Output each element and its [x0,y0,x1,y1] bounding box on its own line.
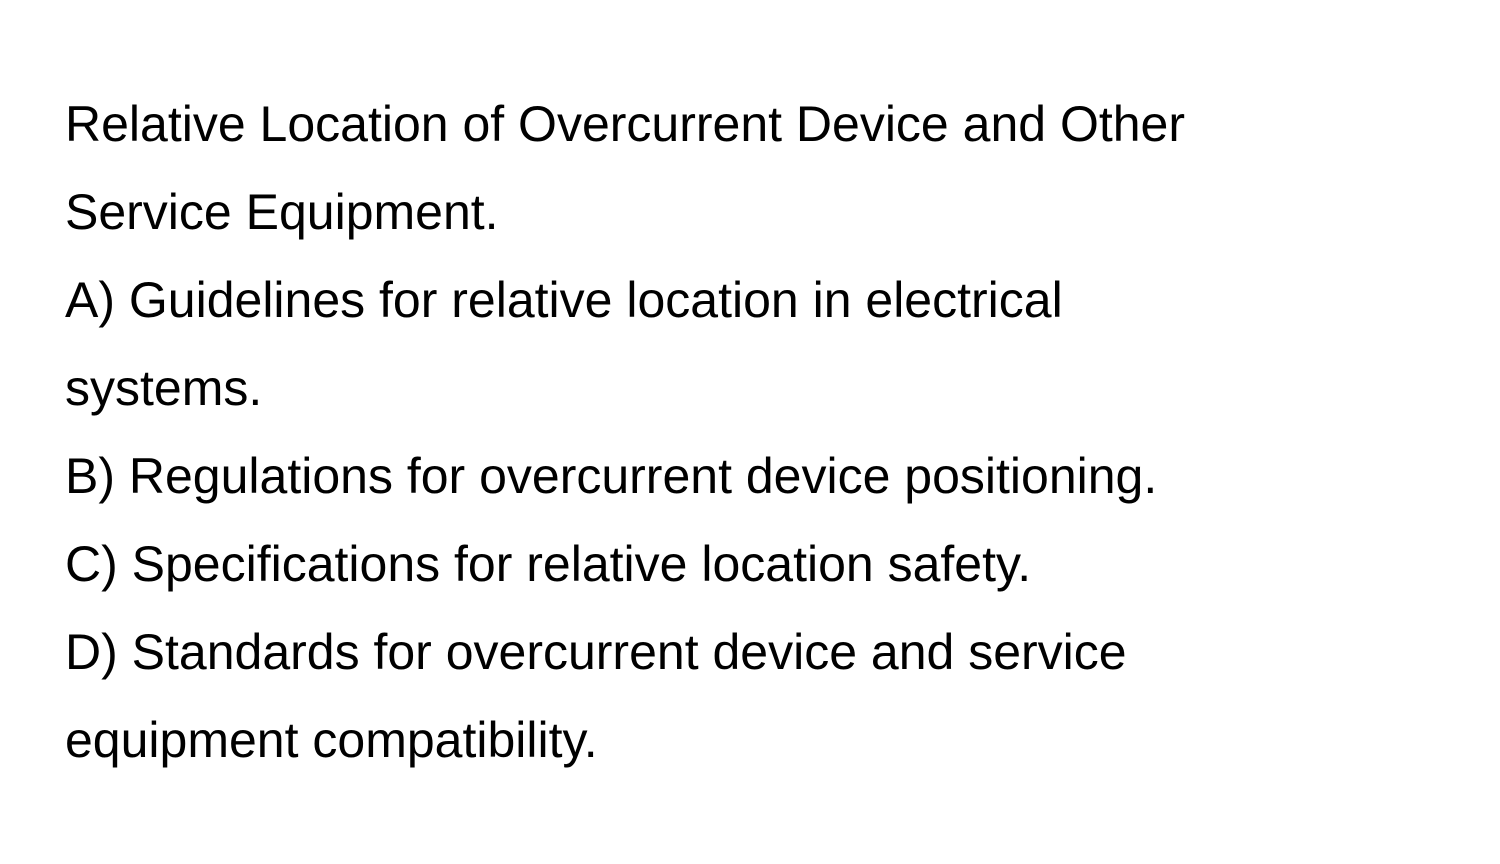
option-d[interactable] [65,608,1465,784]
option-a[interactable] [65,256,1465,432]
option-d-text: equipment compatibility. [65,712,598,768]
option-d-text: D) Standards for overcurrent device and service [65,624,1127,680]
option-b-text: B) Regulations for overcurrent device positioning. [65,448,1158,504]
option-b[interactable] [65,432,1465,520]
option-c-text: C) Specifications for relative location safety. [65,536,1032,592]
option-c[interactable] [65,520,1465,608]
option-a-text: systems. [65,360,263,416]
option-a-text: A) Guidelines for relative location in electrical [65,272,1063,328]
question-block [65,80,1465,784]
question-title-line: Relative Location of Overcurrent Device and Other [65,96,1185,152]
question-title [65,80,1465,256]
question-title-line: Service Equipment. [65,184,499,240]
